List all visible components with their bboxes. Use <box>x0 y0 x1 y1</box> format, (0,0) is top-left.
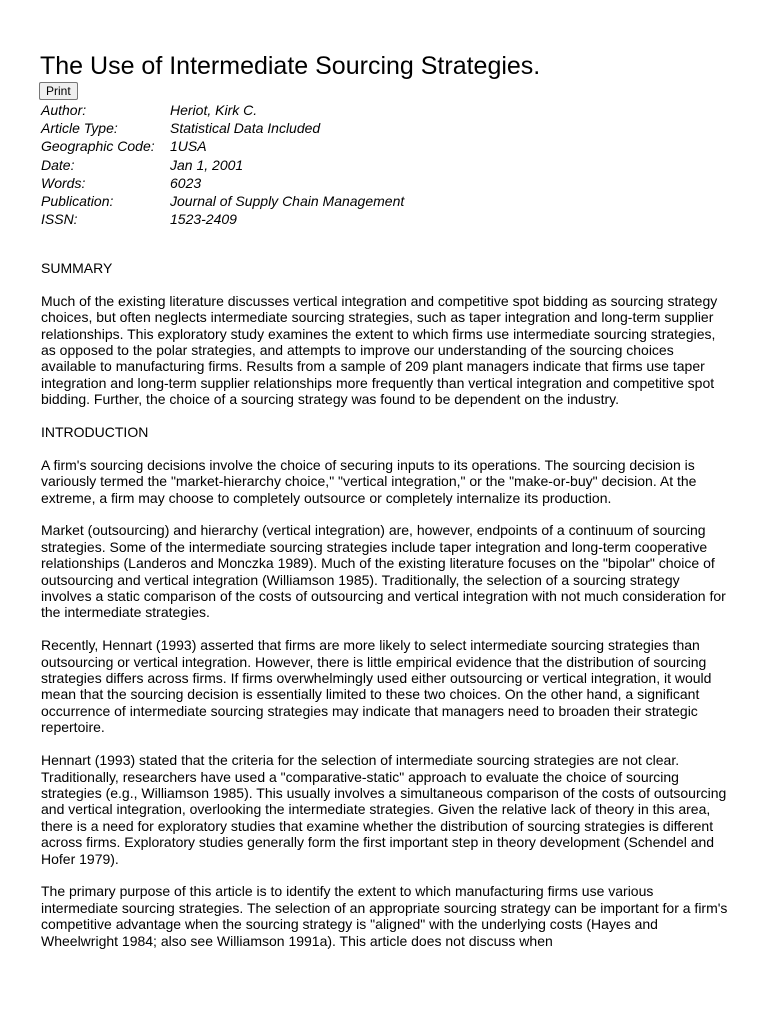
meta-value-words: 6023 <box>170 174 202 191</box>
meta-label: Publication: <box>41 193 114 210</box>
section-heading-summary: SUMMARY <box>41 260 113 276</box>
body-paragraph: Recently, Hennart (1993) asserted that firms are more likely to select intermediate sourcing strategies than outsourcing or vertical integration. However, there is little empirical evidence that the distribution of sourcing strategies differs across firms. If firms overwhelmingly used either outsourcing or vertical integration, it would mean that the sourcing decision is essentially limited to these two choices. On the other hand, a significant occurrence of intermediate sourcing strategies may indicate that managers need to broaden their strategic repertoire. <box>41 637 712 736</box>
section-heading-introduction: INTRODUCTION <box>41 424 149 441</box>
meta-value-article-type: Statistical Data Included <box>170 120 321 137</box>
meta-label: ISSN: <box>41 211 78 228</box>
meta-label: Date: <box>41 156 75 173</box>
body-paragraph: The primary purpose of this article is to identify the extent to which manufacturing firms use various intermediate sourcing strategies. The selection of an appropriate sourcing strategy can be important for a firm's competitive advantage when the sourcing strategy is "aligned" with the underlying costs (Hayes and Wheelwright 1984; also see Williamson 1991a). This article does not discuss when <box>41 883 728 949</box>
meta-label: Author: <box>41 102 87 118</box>
body-paragraph: Hennart (1993) stated that the criteria for the selection of intermediate sourcing strategies are not clear. Traditionally, researchers have used a "comparative-static" approach to evaluate the choice of sourcing strategies (e.g., Williamson 1985). This usually involves a simultaneous comparison of the costs of outsourcing and vertical integration, overlooking the intermediate strategies. Given the relative lack of theory in this area, there is a need for exploratory studies that examine whether the distribution of sourcing strategies is different across firms. Exploratory studies generally form the first important step in theory development (Schendel and Hofer 1979). <box>41 752 727 867</box>
meta-row-geographic-code <box>41 137 404 155</box>
meta-row-words <box>41 174 404 192</box>
article-title: The Use of Intermediate Sourcing Strategies. <box>40 52 541 80</box>
meta-value-issn: 1523-2409 <box>170 211 237 228</box>
article-metadata <box>41 101 404 228</box>
body-paragraph: Much of the existing literature discusses vertical integration and competitive spot bidding as sourcing strategy choices, but often neglects intermediate sourcing strategies, such as taper integration and long-term supplier relationships. This exploratory study examines the extent to which firms use intermediate sourcing strategies, as opposed to the polar strategies, and attempts to improve our understanding of the sourcing choices available to manufacturing firms. Results from a sample of 209 plant managers indicate that firms use taper integration and long-term supplier relationships more frequently than vertical integration and competitive spot bidding. Further, the choice of a sourcing strategy was found to be dependent on the industry. <box>41 292 718 408</box>
meta-label: Article Type: <box>41 120 118 137</box>
meta-label: Words: <box>41 174 86 191</box>
meta-row-issn <box>41 210 404 228</box>
body-paragraph: A firm's sourcing decisions involve the choice of securing inputs to its operations. The sourcing decision is variously termed the "market-hierarchy choice," "vertical integration," or the "make-or-buy" decision. At the extreme, a firm may choose to completely outsource or completely internalize its production. <box>41 456 697 506</box>
meta-value-publication: Journal of Supply Chain Management <box>170 193 405 210</box>
meta-row-article-type <box>41 119 404 137</box>
meta-row-author <box>41 101 404 119</box>
meta-row-date <box>41 156 404 174</box>
meta-value-geographic-code: 1USA <box>170 138 207 155</box>
meta-value-author: Heriot, Kirk C. <box>170 102 258 118</box>
print-button[interactable]: Print <box>39 82 78 100</box>
meta-row-publication <box>41 192 404 210</box>
body-paragraph: Market (outsourcing) and hierarchy (vertical integration) are, however, endpoints of a continuum of sourcing strategies. Some of the intermediate sourcing strategies include taper integration and long-term cooperative relationships (Landeros and Monczka 1989). Much of the existing literature focuses on the "bipolar" choice of outsourcing and vertical integration (Williamson 1985). Traditionally, the selection of a sourcing strategy involves a static comparison of the costs of outsourcing and vertical integration with not much consideration for the intermediate strategies. <box>41 522 726 621</box>
meta-label: Geographic Code: <box>41 138 155 155</box>
article-body <box>41 260 731 965</box>
meta-value-date: Jan 1, 2001 <box>170 156 244 173</box>
